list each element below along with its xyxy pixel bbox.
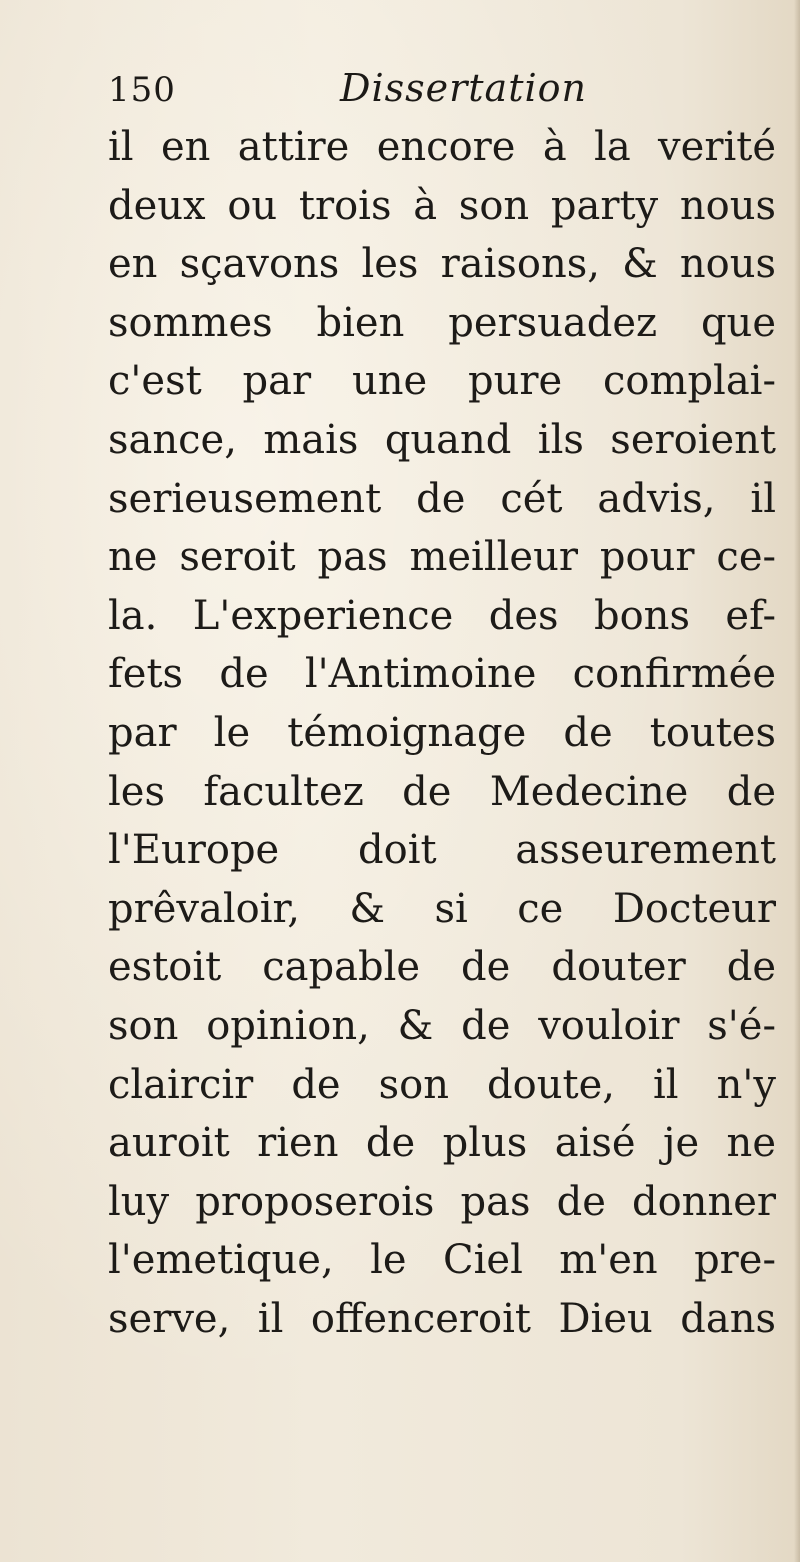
body-text [108,118,776,1348]
text-line: auroit rien de plus aisé je ne [108,1120,776,1167]
text-line: serve, il offenceroit Dieu dans [108,1295,776,1342]
text-line: sommes bien persuadez que [108,299,776,346]
page-number: 150 [108,70,176,110]
text-line: sance, mais quand ils seroient [108,416,776,463]
text-line: estoit capable de douter de [108,944,776,991]
text-line: luy proposerois pas de donner [108,1178,776,1225]
page-header [108,66,768,116]
text-line: fets de l'Antimoine confirmée [108,651,776,698]
text-line: la. L'experience des bons ef- [108,592,776,639]
page-edge-shadow [794,0,800,1562]
text-line: l'Europe doit asseurement [108,827,776,874]
text-line: claircir de son doute, il n'y [108,1061,776,1108]
text-line: prêvaloir, & si ce Docteur [108,885,776,932]
text-line: les facultez de Medecine de [108,768,776,815]
text-line: l'emetique, le Ciel m'en pre- [108,1237,776,1284]
text-line: par le témoignage de toutes [108,709,776,756]
text-line: c'est par une pure complai- [108,358,776,405]
text-line: en sçavons les raisons, & nous [108,241,776,288]
running-title: Dissertation [340,66,587,110]
text-line: il en attire encore à la verité [108,124,776,170]
text-line: ne seroit pas meilleur pour ce- [108,534,776,581]
text-line: deux ou trois à son party nous [108,182,776,229]
text-line: son opinion, & de vouloir s'é- [108,1002,776,1049]
text-line: serieusement de cét advis, il [108,475,776,522]
